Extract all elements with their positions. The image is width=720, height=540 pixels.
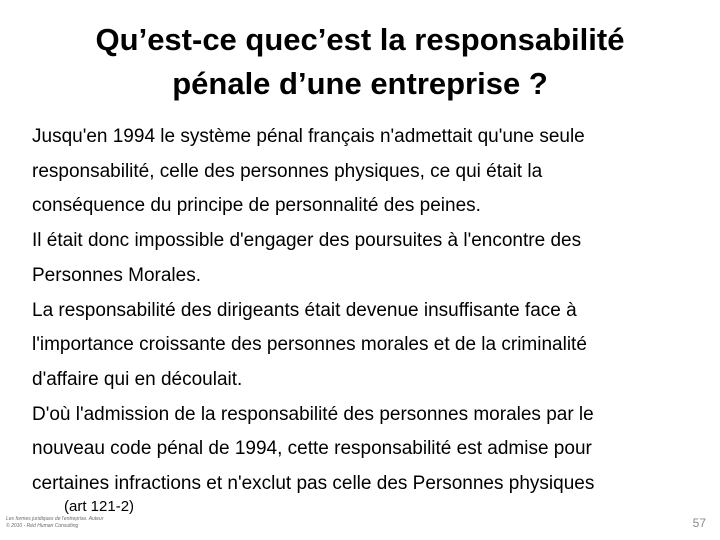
slide-title-line-1: Qu’est-ce quec’est la responsabilité [95,22,625,57]
slide-body [32,120,692,502]
body-line: D'où l'admission de la responsabilité des personnes morales par le [32,403,594,425]
body-line: conséquence du principe de personnalité des peines. [32,195,481,217]
body-line: La responsabilité des dirigeants était devenue insuffisante face à [32,299,577,321]
body-line: nouveau code pénal de 1994, cette responsabilité est admise pour [32,438,592,460]
body-line: Jusqu'en 1994 le système pénal français n'admettait qu'une seule [32,126,585,147]
body-line: l'importance croissante des personnes morales et de la criminalité [32,334,587,356]
body-line: certaines infractions et n'exclut pas celle des Personnes physiques [32,473,595,495]
slide-title-line-2: pénale d’une entreprise ? [172,66,548,101]
footer-line: © 2010 - Réd Human Consulting [6,523,79,529]
slide-title [40,18,680,106]
page-number: 57 [692,516,706,530]
footer-line: Les formes juridiques de l'entreprise. Auteur [6,516,104,522]
article-reference: (art 121-2) [64,498,135,515]
body-line: Il était donc impossible d'engager des poursuites à l'encontre des [32,230,582,252]
body-line: Personnes Morales. [32,264,201,286]
body-line: responsabilité, celle des personnes physiques, ce qui était la [32,160,543,182]
footer-note [6,516,156,530]
body-line: d'affaire qui en découlait. [32,368,243,390]
